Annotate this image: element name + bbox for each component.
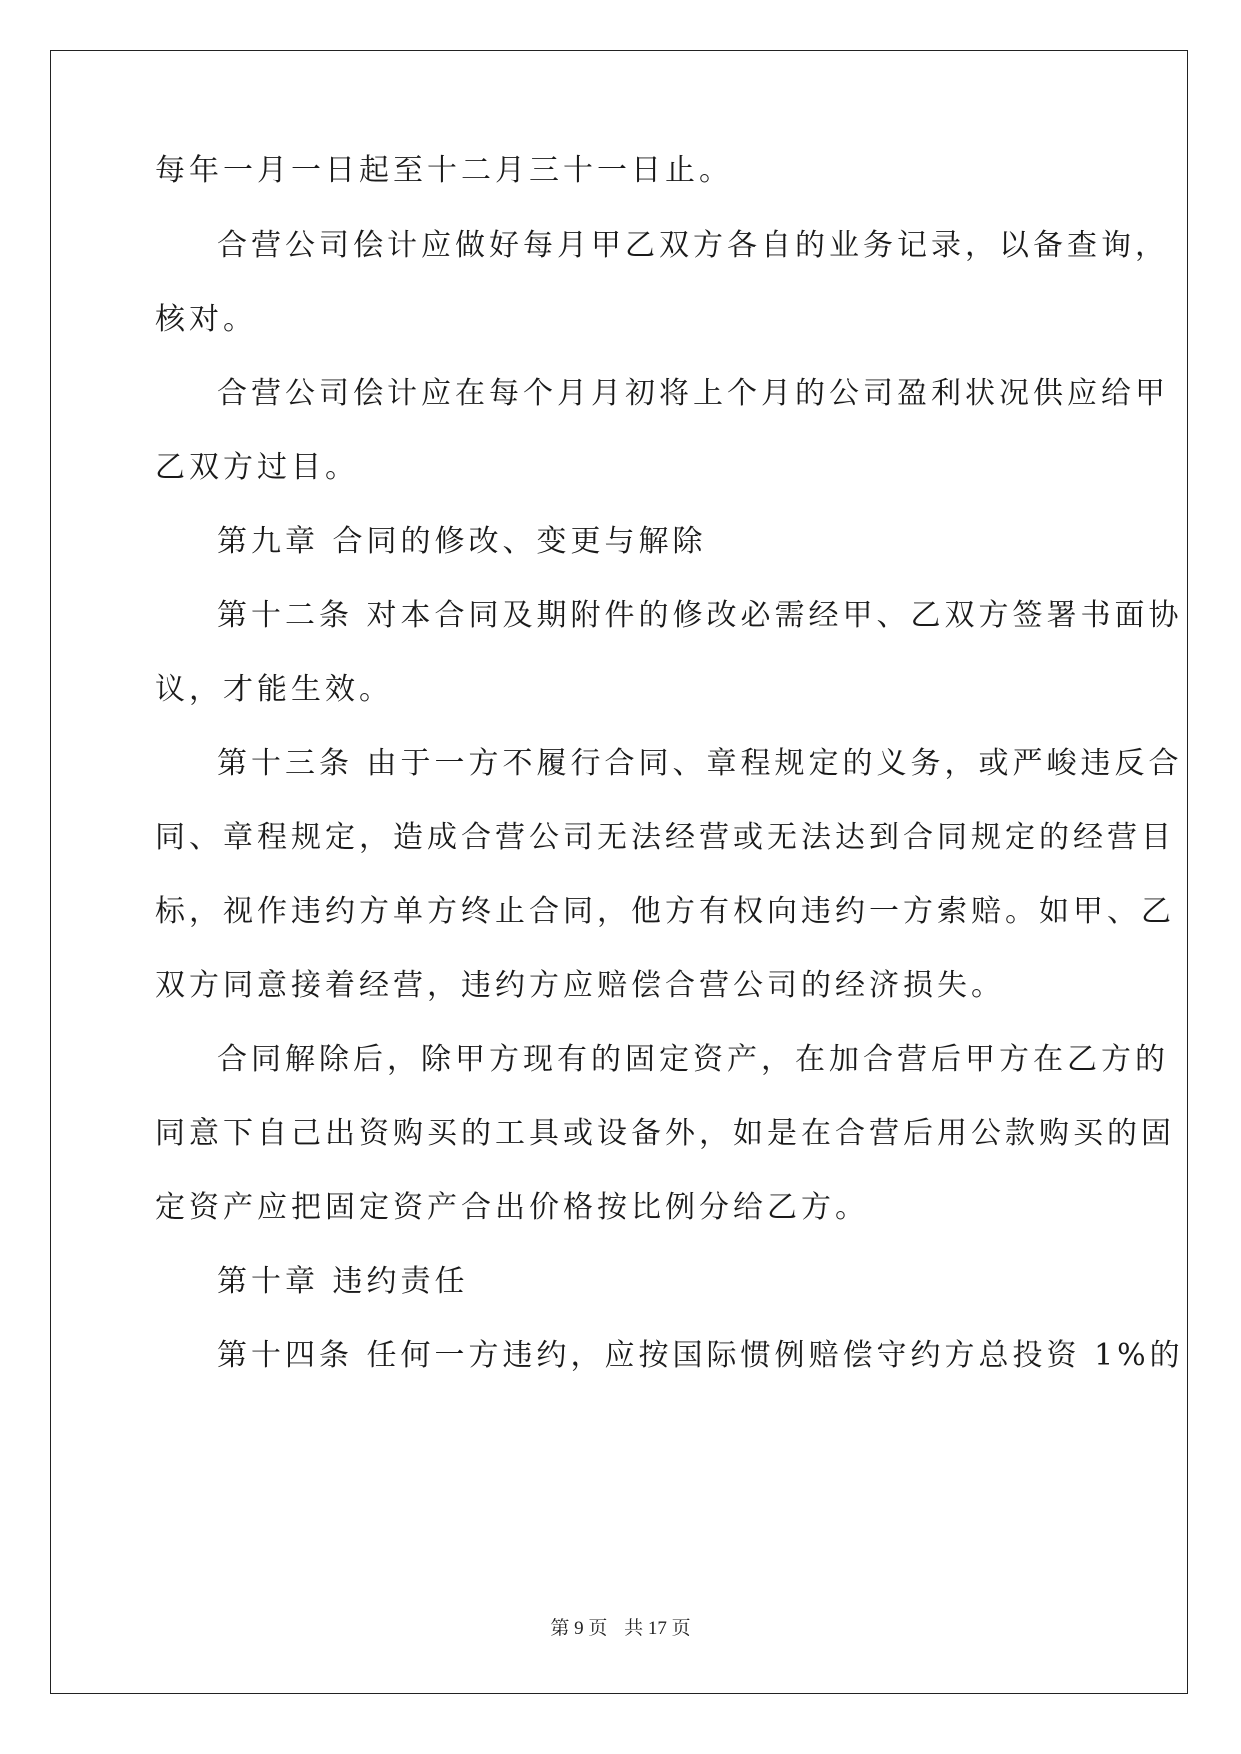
page-number: 第 9 页 xyxy=(550,1618,608,1639)
chapter-heading: 第十章 违约责任 xyxy=(217,1264,469,1299)
text-line: 议，才能生效。 xyxy=(155,672,393,707)
text-line: 乙双方过目。 xyxy=(155,450,359,485)
text-line: 核对。 xyxy=(155,302,257,337)
text-line: 合同解除后，除甲方现有的固定资产，在加合营后甲方在乙方的 xyxy=(217,1042,1169,1077)
page-border xyxy=(50,50,1188,1694)
text-line: 每年一月一日起至十二月三十一日止。 xyxy=(155,153,733,188)
text-line: 合营公司侩计应做好每月甲乙双方各自的业务记录，以备查询， xyxy=(217,228,1169,263)
page-footer xyxy=(0,1613,1241,1640)
chapter-heading: 第九章 合同的修改、变更与解除 xyxy=(217,524,707,559)
text-line: 同意下自己出资购买的工具或设备外，如是在合营后用公款购买的固 xyxy=(155,1116,1175,1151)
text-line: 第十二条 对本合同及期附件的修改必需经甲、乙双方签署书面协 xyxy=(217,598,1183,633)
text-line: 双方同意接着经营，违约方应赔偿合营公司的经济损失。 xyxy=(155,968,1005,1003)
text-line: 标，视作违约方单方终止合同，他方有权向违约一方索赔。如甲、乙 xyxy=(155,894,1175,929)
text-line: 合营公司侩计应在每个月月初将上个月的公司盈利状况供应给甲 xyxy=(217,376,1169,411)
text-line: 第十四条 任何一方违约，应按国际惯例赔偿守约方总投资 1%的 xyxy=(217,1338,1184,1373)
text-line: 定资产应把固定资产合出价格按比例分给乙方。 xyxy=(155,1190,869,1225)
page-total: 共 17 页 xyxy=(624,1618,691,1639)
text-line: 同、章程规定，造成合营公司无法经营或无法达到合同规定的经营目 xyxy=(155,820,1175,855)
text-line: 第十三条 由于一方不履行合同、章程规定的义务，或严峻违反合 xyxy=(217,746,1183,781)
